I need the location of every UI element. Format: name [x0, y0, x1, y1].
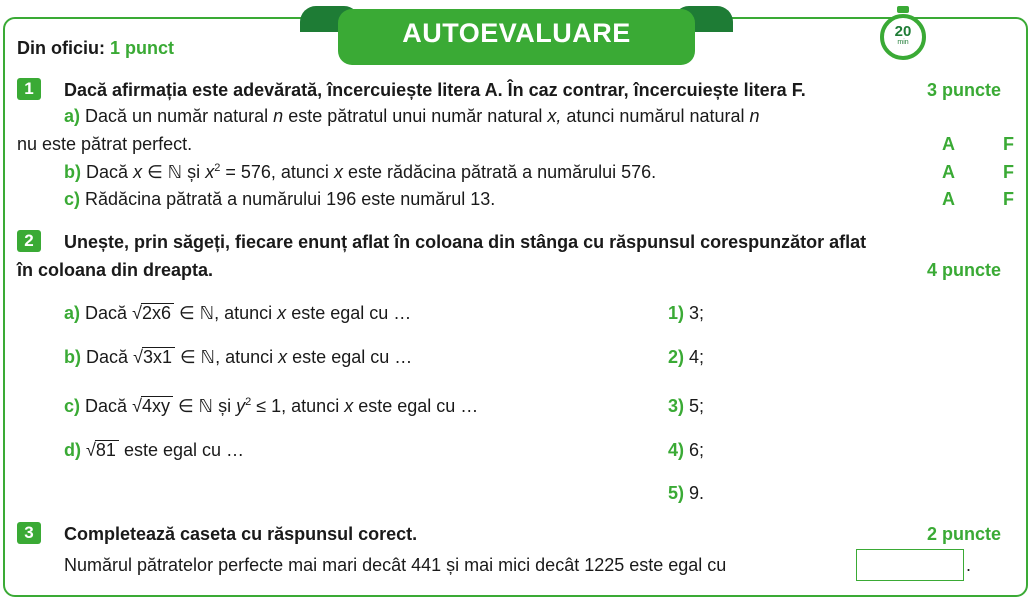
ex2-c-radicand: 4xy: [141, 396, 173, 415]
din-oficiu: [17, 38, 174, 59]
sqrt-icon: √: [86, 440, 96, 460]
ex2-d-letter: d): [64, 440, 81, 460]
ex2-a-post2: este egal cu …: [291, 303, 412, 323]
ex2-a-letter: a): [64, 303, 81, 323]
ex2-instruction-line2: în coloana din dreapta.: [17, 260, 214, 280]
ex2-c-var: x: [344, 396, 354, 416]
ex2-b-pre: Dacă: [86, 347, 129, 367]
ex1-b-var-x: x: [133, 162, 143, 182]
page-title: AUTOEVALUARE: [402, 18, 631, 48]
ex1-a-text2: este pătratul unui număr natural: [288, 106, 543, 126]
ex2-item-d: [64, 440, 244, 461]
ex2-d-post: este egal cu …: [123, 440, 245, 460]
ex2-b-radicand: 3x1: [142, 347, 175, 366]
ex1-points: 3 puncte: [927, 80, 1002, 100]
ex1-instruction: Dacă afirmația este adevărată, încercuiește litera A. În caz contrar, încercuiește litera F.: [64, 80, 806, 100]
ex2-instruction-line1: Unește, prin săgeți, fiecare enunț aflat în coloana din stânga cu răspunsul corespunzător aflat: [64, 232, 867, 252]
ex2-answer-val: 4;: [689, 347, 705, 367]
ex1-statement-c: [64, 189, 495, 210]
ex1-a-option-a[interactable]: A: [942, 134, 955, 154]
ex2-item-c: [64, 396, 478, 417]
ex3-text: Numărul pătratelor perfecte mai mari decât 441 și mai mici decât 1225 este egal cu: [64, 555, 727, 575]
ex2-c-post2: ≤ 1, atunci: [256, 396, 340, 416]
ex2-b-letter: b): [64, 347, 81, 367]
ex2-answer-num: 5): [668, 483, 685, 503]
ex2-answer-val: 6;: [689, 440, 705, 460]
ex2-answer-num: 2): [668, 347, 685, 367]
ex2-answer-3: [668, 396, 704, 417]
ex1-b-text2: ∈ ℕ și: [147, 162, 201, 182]
ex3-answer-box[interactable]: [856, 549, 964, 581]
ex1-c-option-a[interactable]: A: [942, 189, 955, 209]
ex3-number-badge: 3: [17, 522, 41, 544]
ex2-item-a: [64, 303, 411, 324]
timer-value: 20: [894, 23, 912, 40]
sqrt-icon: √: [133, 347, 143, 367]
stopwatch-cap: [897, 6, 909, 13]
ex1-b-text3: = 576, atunci: [225, 162, 329, 182]
ex1-a-text3: atunci numărul natural: [566, 106, 745, 126]
ex2-points: 4 puncte: [927, 260, 1002, 280]
ex2-answer-val: 5;: [689, 396, 705, 416]
din-oficiu-label: Din oficiu:: [17, 38, 105, 58]
ex2-answer-num: 3): [668, 396, 685, 416]
ex1-a-var-n2: n: [749, 106, 760, 126]
ex1-c-option-f[interactable]: F: [1003, 189, 1014, 209]
ex2-c-letter: c): [64, 396, 81, 416]
ex2-answer-val: 3;: [689, 303, 705, 323]
ex1-b-letter: b): [64, 162, 81, 182]
ex1-statement-a-line2: nu este pătrat perfect.: [17, 134, 193, 154]
ex1-b-var-x2: x: [205, 162, 215, 182]
ex1-a-text1: Dacă un număr natural: [85, 106, 269, 126]
ex1-statement-b: [64, 162, 656, 183]
ex3-instruction: Completează caseta cu răspunsul corect.: [64, 524, 418, 544]
sqrt-icon: √: [132, 396, 142, 416]
ex2-answer-1: [668, 303, 704, 324]
ex2-item-b: [64, 347, 412, 368]
ex2-a-var: x: [277, 303, 287, 323]
ex2-answer-num: 4): [668, 440, 685, 460]
ex2-b-var: x: [278, 347, 288, 367]
ex2-c-sup: 2: [245, 396, 252, 408]
ex2-c-post3: este egal cu …: [358, 396, 479, 416]
ex1-b-text4: este rădăcina pătrată a numărului 576.: [347, 162, 657, 182]
timer-unit: min: [897, 39, 909, 46]
ex2-d-radicand: 81: [95, 440, 119, 459]
ex2-answer-5: [668, 483, 704, 504]
ex1-statement-a: [64, 106, 760, 127]
ex2-c-pre: Dacă: [85, 396, 128, 416]
ex3-points: 2 puncte: [927, 524, 1002, 544]
ex1-b-text1: Dacă: [86, 162, 129, 182]
ex3-end-period: .: [966, 555, 972, 575]
stopwatch-icon: [880, 14, 926, 60]
ex1-a-option-f[interactable]: F: [1003, 134, 1014, 154]
ex1-c-text: Rădăcina pătrată a numărului 196 este numărul 13.: [85, 189, 496, 209]
din-oficiu-points: 1 punct: [110, 38, 175, 58]
ex1-a-letter: a): [64, 106, 81, 126]
ex2-answer-2: [668, 347, 704, 368]
ex2-a-radicand: 2x6: [141, 303, 174, 322]
ex2-answer-val: 9.: [689, 483, 705, 503]
sqrt-icon: √: [132, 303, 142, 323]
ex2-a-post1: ∈ ℕ, atunci: [179, 303, 273, 323]
ex2-answer-4: [668, 440, 704, 461]
ex2-b-post1: ∈ ℕ, atunci: [180, 347, 274, 367]
ex1-c-letter: c): [64, 189, 81, 209]
ex2-c-var-y: y: [236, 396, 246, 416]
ex1-b-option-a[interactable]: A: [942, 162, 955, 182]
ex2-b-post2: este egal cu …: [292, 347, 413, 367]
ex2-number-badge: 2: [17, 230, 41, 252]
ex2-a-pre: Dacă: [85, 303, 128, 323]
ex2-c-post1: ∈ ℕ și: [178, 396, 232, 416]
ex1-b-var-x3: x: [333, 162, 343, 182]
ex1-a-var-n: n: [273, 106, 284, 126]
ex1-number-badge: 1: [17, 78, 41, 100]
ex2-answer-num: 1): [668, 303, 685, 323]
ex1-a-var-x: x,: [547, 106, 562, 126]
ex1-b-option-f[interactable]: F: [1003, 162, 1014, 182]
ex1-b-sup: 2: [214, 162, 221, 174]
